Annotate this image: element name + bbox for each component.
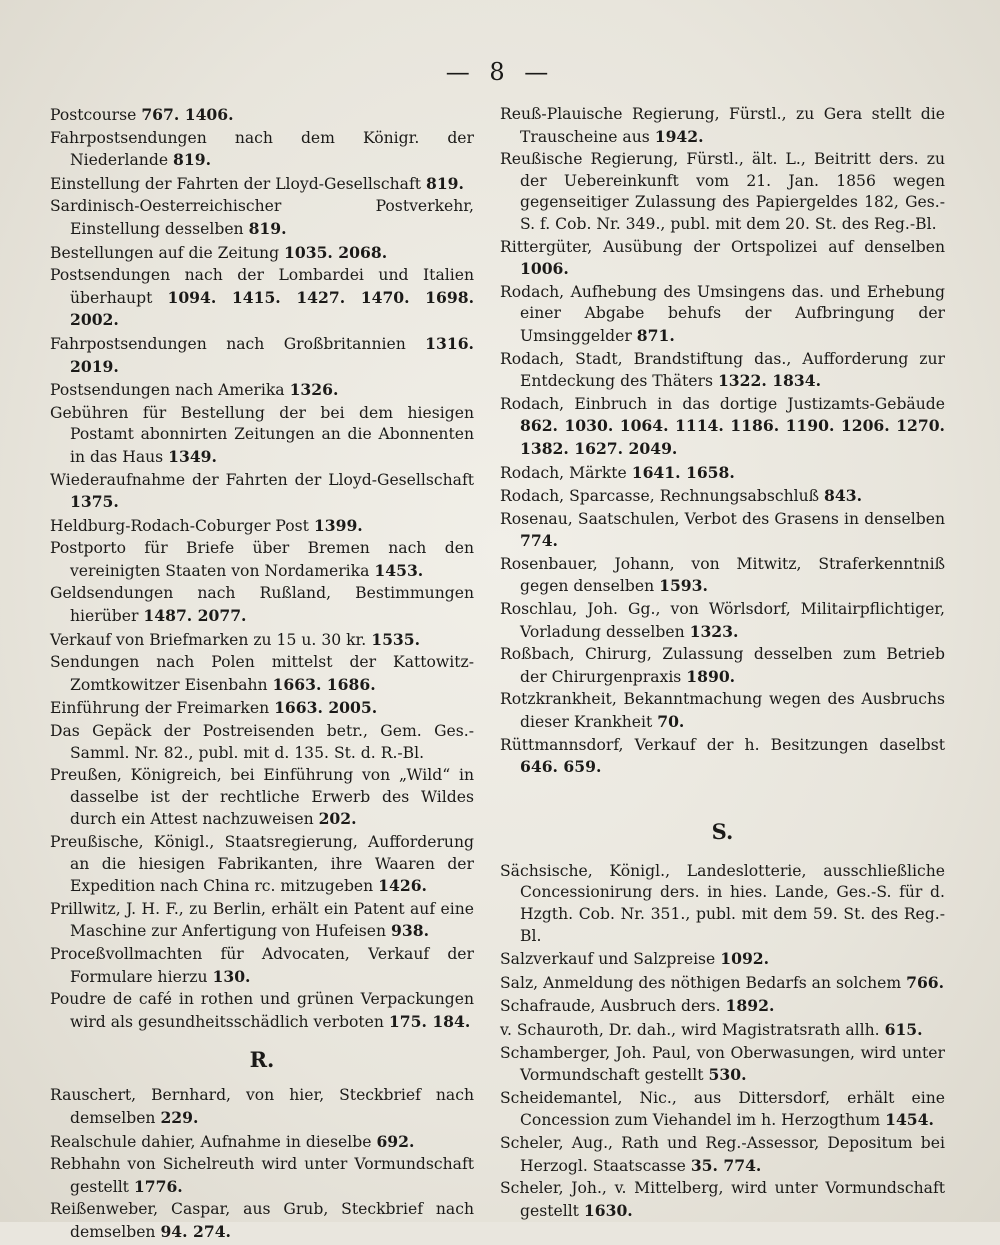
entry-text: Rauschert, Bernhard, von hier, Steckbrief nach demselben <box>50 1086 474 1127</box>
index-entry <box>500 509 945 553</box>
index-list-right <box>500 104 945 779</box>
index-entry <box>50 1131 474 1154</box>
index-entry <box>50 583 474 627</box>
index-entry <box>50 242 474 265</box>
entry-text: v. Schauroth, Dr. dah., wird Magistratsrath allh. <box>500 1020 885 1039</box>
entry-text: Scheidemantel, Nic., aus Dittersdorf, erhält eine Concession zum Viehandel im h. Herzogthum <box>500 1088 945 1130</box>
index-entry <box>50 944 474 988</box>
index-entry <box>500 644 945 688</box>
index-list-left <box>50 104 474 1033</box>
index-entry <box>500 349 945 393</box>
index-entry <box>500 1088 945 1132</box>
entry-text: Postsendungen nach Amerika <box>50 381 290 400</box>
index-entry <box>50 765 474 831</box>
entry-text: Rebhahn von Sichelreuth wird unter Vormundschaft gestellt <box>50 1155 474 1196</box>
entry-page-refs: 1942. <box>654 126 704 146</box>
entry-page-refs: 646. 659. <box>520 757 602 777</box>
index-entry <box>50 265 474 332</box>
entry-page-refs: 871. <box>636 325 675 345</box>
index-entry <box>50 538 474 582</box>
entry-text: Rosenbauer, Johann, von Mitwitz, Straferkenntniß gegen denselben <box>500 554 945 596</box>
entry-text: Rüttmannsdorf, Verkauf der h. Besitzungen daselbst <box>500 735 945 754</box>
entry-page-refs: 530. <box>708 1065 747 1085</box>
entry-text: Wiederaufnahme der Fahrten der Lloyd-Gesellschaft <box>50 470 474 489</box>
index-entry <box>50 721 474 764</box>
entry-text: Schafraude, Ausbruch ders. <box>500 997 726 1016</box>
entry-page-refs: 1326. <box>289 380 339 400</box>
entry-page-refs: 1454. <box>885 1110 934 1130</box>
index-list-right-s <box>500 861 945 1223</box>
entry-page-refs: 1641. 1658. <box>631 462 735 482</box>
index-entry <box>500 554 945 598</box>
entry-text: Postcourse <box>50 106 142 124</box>
index-entry <box>50 1154 474 1198</box>
entry-text: Scheler, Joh., v. Mittelberg, wird unter Vormundschaft gestellt <box>500 1179 945 1220</box>
entry-page-refs: 1593. <box>659 576 708 596</box>
index-entry <box>50 989 474 1033</box>
index-entry <box>500 149 945 235</box>
entry-page-refs: 767. 1406. <box>141 105 234 124</box>
entry-text: Fahrpostsendungen nach Großbritannien <box>50 334 426 353</box>
entry-text: Gebühren für Bestellung der bei dem hiesigen Postamt abonnirten Zeitungen an die Abonnenten in das Haus <box>50 403 474 466</box>
entry-page-refs: 1426. <box>378 876 427 896</box>
index-entry <box>50 1199 474 1243</box>
entry-text: Salz, Anmeldung des nöthigen Bedarfs an solchem <box>500 973 907 992</box>
right-column <box>500 104 945 1223</box>
entry-page-refs: 1890. <box>686 666 736 686</box>
entry-page-refs: 1663. 2005. <box>274 698 378 718</box>
entry-page-refs: 35. 774. <box>690 1155 762 1175</box>
entry-page-refs: 94. 274. <box>160 1221 231 1241</box>
index-entry <box>50 832 474 898</box>
index-entry <box>50 899 474 943</box>
entry-page-refs: 774. <box>520 531 558 551</box>
section-heading-s: S. <box>711 818 734 844</box>
entry-page-refs: 1323. <box>689 621 739 641</box>
entry-page-refs: 1375. <box>70 492 119 512</box>
index-entry <box>50 515 474 538</box>
entry-page-refs: 1892. <box>725 996 775 1016</box>
entry-page-refs: 1630. <box>583 1200 633 1220</box>
entry-page-refs: 1399. <box>313 515 363 535</box>
index-entry <box>500 462 945 485</box>
entry-page-refs: 1092. <box>720 949 770 969</box>
entry-page-refs: 766. <box>906 972 945 992</box>
index-entry <box>500 1178 945 1222</box>
entry-text: Rodach, Märkte <box>500 463 632 482</box>
entry-page-refs: 202. <box>318 809 357 829</box>
entry-page-refs: 1487. 2077. <box>143 606 247 626</box>
entry-page-refs: 862. 1030. 1064. 1114. 1186. 1190. 1206. 1270. 1382. 1627. 2049. <box>520 416 945 458</box>
entry-page-refs: 130. <box>212 966 251 986</box>
entry-page-refs: 175. 184. <box>388 1011 471 1031</box>
index-entry <box>500 394 945 461</box>
index-entry <box>50 697 474 720</box>
index-entry <box>50 379 474 402</box>
index-entry <box>500 689 945 733</box>
entry-page-refs: 819. <box>425 173 464 193</box>
entry-page-refs: 819. <box>173 150 212 170</box>
entry-page-refs: 1776. <box>133 1176 183 1196</box>
entry-page-refs: 1094. 1415. 1427. 1470. 1698. 2002. <box>70 287 474 330</box>
index-entry <box>500 237 945 281</box>
section-heading-r: R. <box>249 1047 275 1073</box>
index-entry <box>500 104 945 148</box>
entry-page-refs: 1349. <box>168 446 217 466</box>
entry-page-refs: 1535. <box>371 629 421 649</box>
entry-text: Postporto für Briefe über Bremen nach den vereinigten Staaten von Nordamerika <box>50 539 474 580</box>
entry-text: Reuß-Plauische Regierung, Fürstl., zu Gera stellt die Trauscheine aus <box>500 105 945 146</box>
index-entry <box>50 104 474 127</box>
entry-text: Einstellung der Fahrten der Lloyd-Gesellschaft <box>50 174 426 193</box>
index-entry <box>50 403 474 469</box>
entry-text: Rittergüter, Ausübung der Ortspolizei auf denselben <box>500 237 945 256</box>
index-entry <box>500 1043 945 1087</box>
entry-text: Proceßvollmachten für Advocaten, Verkauf der Formulare hierzu <box>50 944 474 986</box>
entry-page-refs: 1035. 2068. <box>284 242 388 262</box>
entry-text: Das Gepäck der Postreisenden betr., Gem. Ges.-Samml. Nr. 82., publ. mit d. 135. St. d. R.-Bl. <box>50 722 474 762</box>
index-entry <box>50 128 474 172</box>
entry-page-refs: 70. <box>657 712 685 732</box>
entry-page-refs: 1316. 2019. <box>70 333 474 376</box>
index-entry <box>500 995 945 1018</box>
entry-text: Postsendungen nach der Lombardei und Italien überhaupt <box>50 266 474 307</box>
entry-text: Sächsische, Königl., Landeslotterie, ausschließliche Concessionirung ders. in hies. Lande, Ges.-S. für d. Hzgth. Cob. Nr. 351., publ. mit dem 59. St. des Reg.-Bl. <box>500 861 945 945</box>
entry-text: Salzverkauf und Salzpreise <box>500 950 721 969</box>
entry-page-refs: 938. <box>391 921 429 941</box>
entry-page-refs: 1663. 1686. <box>272 674 376 694</box>
entry-text: Preußische, Königl., Staatsregierung, Aufforderung an die hiesigen Fabrikanten, ihre Waaren der Expedition nach China rc. mitzugeben <box>50 833 474 896</box>
index-entry <box>50 652 474 696</box>
entry-page-refs: 692. <box>376 1131 415 1151</box>
entry-text: Rodach, Aufhebung des Umsingens das. und Erhebung einer Abgabe behufs der Aufbringung der Umsinggelder <box>500 282 945 345</box>
entry-text: Sendungen nach Polen mittelst der Kattowitz-Zomtkowitzer Eisenbahn <box>50 653 474 694</box>
index-entry <box>500 1133 945 1177</box>
entry-text: Heldburg-Rodach-Coburger Post <box>50 516 314 535</box>
entry-page-refs: 819. <box>248 218 287 238</box>
entry-text: Prillwitz, J. H. F., zu Berlin, erhält ein Patent auf eine Maschine zur Anfertigung von Hufeisen <box>50 899 474 941</box>
index-entry <box>500 948 945 971</box>
entry-text: Fahrpostsendungen nach dem Königr. der Niederlande <box>50 128 474 170</box>
index-entry <box>500 1019 945 1042</box>
index-entry <box>50 173 474 196</box>
entry-text: Geldsendungen nach Rußland, Bestimmungen hierüber <box>50 584 474 626</box>
entry-text: Rodach, Einbruch in das dortige Justizamts-Gebäude <box>500 394 945 413</box>
entry-page-refs: 1453. <box>374 560 424 580</box>
left-column <box>50 104 474 1245</box>
entry-page-refs: 615. <box>884 1019 923 1039</box>
entry-text: Sardinisch-Oesterreichischer Postverkehr, Einstellung desselben <box>50 197 474 238</box>
entry-text: Verkauf von Briefmarken zu 15 u. 30 kr. <box>50 630 372 649</box>
page-number: — 8 — <box>445 58 555 86</box>
index-entry <box>500 735 945 779</box>
entry-text: Reußische Regierung, Fürstl., ält. L., Beitritt ders. zu der Uebereinkunft vom 21. Jan. 1856 wegen gegenseitiger Zulassung des Papiergeldes 182, Ges.-S. f. Cob. Nr. 349., publ. mit dem 20. St. des Reg.-Bl. <box>500 150 945 233</box>
entry-page-refs: 1006. <box>520 259 569 279</box>
entry-text: Poudre de café in rothen und grünen Verpackungen wird als gesundheitsschädlich verboten <box>50 990 474 1031</box>
index-entry <box>500 861 945 947</box>
entry-text: Schamberger, Joh. Paul, von Oberwasungen, wird unter Vormundschaft gestellt <box>500 1043 945 1085</box>
entry-text: Rodach, Sparcasse, Rechnungsabschluß <box>500 487 825 506</box>
entry-page-refs: 843. <box>824 486 862 506</box>
index-entry <box>50 333 474 378</box>
entry-text: Bestellungen auf die Zeitung <box>50 243 285 262</box>
entry-page-refs: 229. <box>160 1107 199 1127</box>
index-entry <box>500 485 945 508</box>
entry-text: Rodach, Stadt, Brandstiftung das., Aufforderung zur Entdeckung des Thäters <box>500 349 945 391</box>
entry-text: Rosenau, Saatschulen, Verbot des Grasens in denselben <box>500 509 945 528</box>
index-entry <box>50 196 474 240</box>
entry-text: Scheler, Aug., Rath und Reg.-Assessor, Depositum bei Herzogl. Staatscasse <box>500 1133 945 1175</box>
entry-text: Reißenweber, Caspar, aus Grub, Steckbrief nach demselben <box>50 1200 474 1241</box>
index-entry <box>50 629 474 652</box>
entry-text: Rotzkrankheit, Bekanntmachung wegen des Ausbruchs dieser Krankheit <box>500 690 945 732</box>
entry-text: Roßbach, Chirurg, Zulassung desselben zum Betrieb der Chirurgenpraxis <box>500 645 945 686</box>
index-entry <box>500 972 945 995</box>
entry-page-refs: 1322. 1834. <box>717 371 822 391</box>
index-list-left-r <box>50 1085 474 1243</box>
index-entry <box>50 1085 474 1129</box>
entry-text: Einführung der Freimarken <box>50 699 275 718</box>
index-entry <box>50 470 474 514</box>
entry-text: Preußen, Königreich, bei Einführung von „Wild“ in dasselbe ist der rechtliche Erwerb des Wildes durch ein Attest nachzuweisen <box>50 766 474 829</box>
entry-text: Roschlau, Joh. Gg., von Wörlsdorf, Militairpflichtiger, Vorladung desselben <box>500 600 945 641</box>
entry-text: Realschule dahier, Aufnahme in dieselbe <box>50 1132 377 1151</box>
index-entry <box>500 599 945 643</box>
index-entry <box>500 282 945 348</box>
